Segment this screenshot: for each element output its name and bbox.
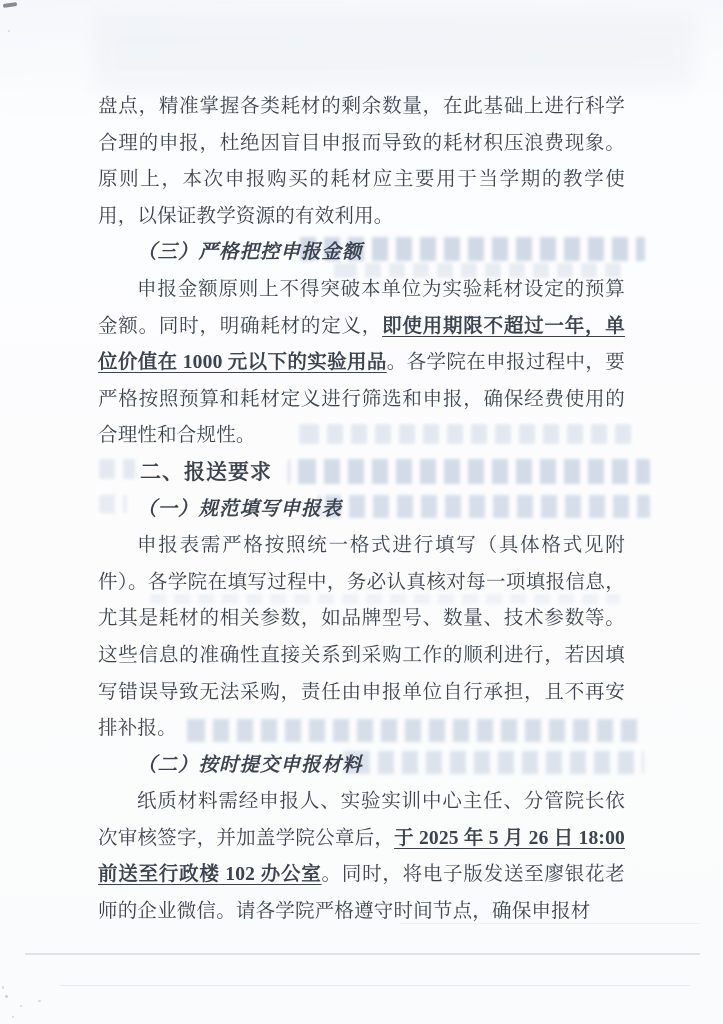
- text-segment: 盘点，精准掌握各类耗材的剩余数量，在此基础上进行科学合理的申报，杜绝因盲目申报而导致的耗材积压浪费现象。原则上，本次申报购买的耗材应主要用于当学期的教学使用，以保证教学资源的有效利用。: [98, 96, 625, 227]
- paragraph-submission-deadline: [98, 784, 625, 930]
- dust-speck: [20, 1005, 22, 1007]
- dust-speck: [38, 1000, 41, 1002]
- text-segment: 申报金额原则上不得突破本单位为实验耗材设定的预算金额。同时，明确耗材的定义，: [98, 278, 625, 337]
- heading-section-2: [98, 455, 625, 492]
- heading-section-2-2: [98, 748, 625, 785]
- scan-line-artifact: [25, 953, 700, 955]
- emphasized-underlined-text: 即使用期限不超过一年，单位价值在 1000 元以下的实验用品: [98, 315, 625, 374]
- paragraph-form-filling: [98, 528, 625, 748]
- paragraph-budget-control: [98, 272, 625, 455]
- emphasized-underlined-text: 于 2025 年 5 月 26 日 18:00 前送至行政楼 102 办公室: [98, 827, 625, 886]
- text-segment: （二）按时提交申报材料: [137, 754, 363, 776]
- text-segment: 二、报送要求: [140, 460, 272, 484]
- scan-line-artifact: [60, 985, 690, 986]
- pen-smudge-mark: [3, 2, 17, 8]
- dust-speck: [5, 995, 8, 998]
- bleed-through-artifact: [95, 14, 695, 92]
- text-segment: 申报表需严格按照统一格式进行填写（具体格式见附件）。各学院在填写过程中，务必认真核对每一项填报信息，尤其是耗材的相关参数，如品牌型号、数量、技术参数等。这些信息的准确性直接关系到采购工作的顺利进行，若因填写错误导致无法采购，责任由申报单位自行承担，且不再安排补报。: [98, 535, 625, 740]
- document-body: [98, 89, 625, 931]
- dust-speck: [8, 30, 10, 32]
- dust-speck: [2, 986, 4, 989]
- paragraph-declaration-principles: [98, 89, 625, 235]
- text-segment: 纸质材料需经申报人、实验实训中心主任、分管院长依次审核签字，并加盖学院公章后，: [98, 791, 625, 849]
- heading-section-1-3: [98, 235, 625, 272]
- text-segment: （三）严格把控申报金额: [137, 242, 363, 264]
- dust-speck: [12, 1016, 14, 1018]
- text-segment: （一）规范填写申报表: [137, 498, 343, 520]
- text-segment: 。各学院在申报过程中，要严格按照预算和耗材定义进行筛选和申报，确保经费使用的合理性和合规性。: [98, 352, 625, 447]
- text-segment: 。同时，将电子版发送至廖银花老师的企业微信。请各学院严格遵守时间节点，确保申报材: [98, 864, 625, 923]
- heading-section-2-1: [98, 492, 625, 529]
